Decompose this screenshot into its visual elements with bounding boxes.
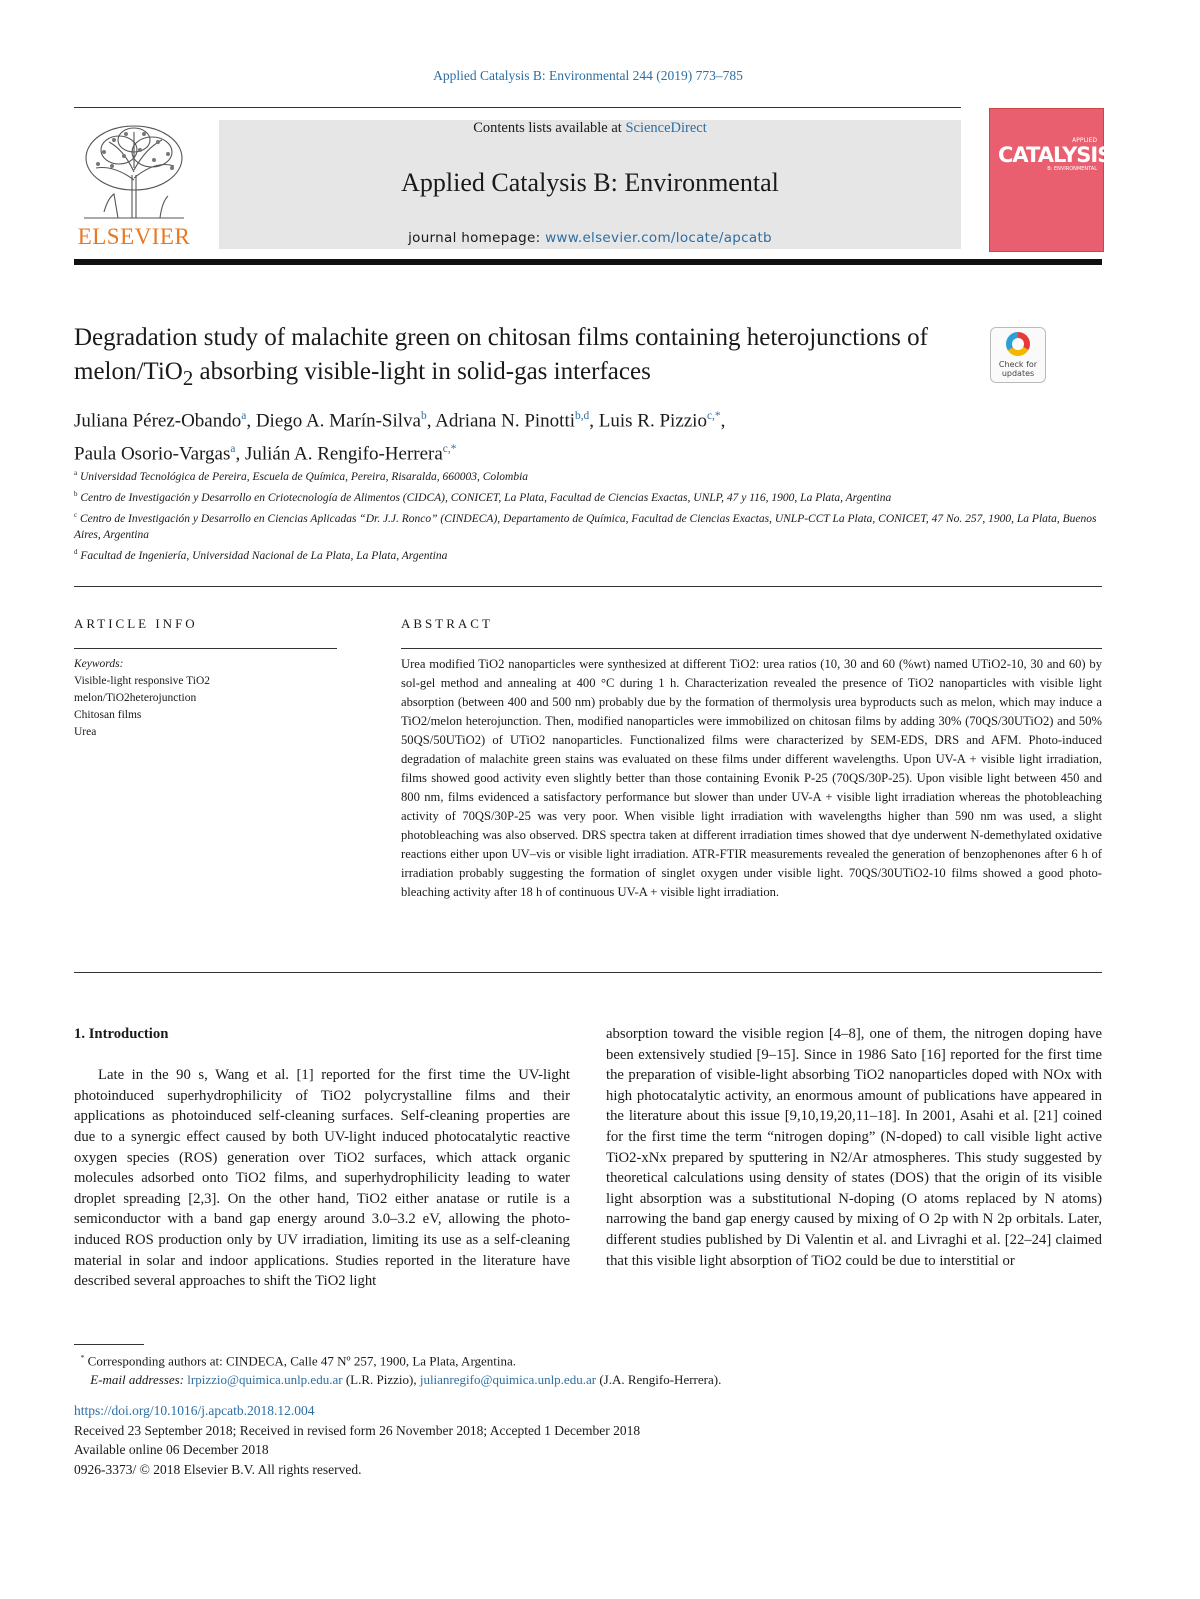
abstract-rule bbox=[401, 648, 1102, 649]
keyword: Urea bbox=[74, 726, 97, 738]
author-separator: , bbox=[246, 410, 256, 432]
affiliation: $^b$ Centro de Investigación y Desarrollo en Criotecnología de Alimentos (CIDCA), CONICET, La Plata, Facultad de Ciencias Exactas, UNLP, 47 y 116, 1900, La Plata, Argentina bbox=[74, 490, 892, 504]
email-note: E-mail addresses: lrpizzio@quimica.unlp.edu.ar (L.R. Pizzio), julianregifo@quimica.unlp.edu.ar (J.A. Rengifo-Herrera). bbox=[90, 1371, 722, 1387]
section-rule bbox=[74, 586, 1102, 587]
author-affiliation-sup[interactable]: a bbox=[230, 443, 236, 456]
author-affiliation-sup[interactable]: b bbox=[421, 410, 427, 422]
doi-link[interactable]: https://doi.org/10.1016/j.apcatb.2018.12.004 bbox=[74, 1403, 315, 1418]
author-separator: , bbox=[426, 410, 436, 432]
author[interactable]: Adriana N. Pinotti bbox=[435, 410, 576, 432]
body-paragraph: Late in the 90 s, Wang et al. [1] reported for the first time the UV-light photoinduced superhydrophilicity of TiO2 polycrystalline films and their applications as photoinduced self-cleaning surfaces. Self-cleaning properties are due to a synergic effect caused by both UV-light induced photocatalytic reactive oxygen species (ROS) generation over TiO2 surfaces, which attack organic molecules adsorbed onto TiO2 films, and superhydrophilicity leading to water droplet spreading [2,3]. On the other hand, TiO2 either anatase or rutile is a semiconductor with a band gap energy around 3.0–3.2 eV, allowing the photo-induced ROS production only by UV irradiation, limiting its use as a self-cleaning material in solar and indoor applications. Studies reported in the literature have described several approaches to shift the TiO2 light bbox=[74, 1067, 570, 1290]
body-column-right bbox=[606, 1024, 1102, 1271]
article-info-heading: ARTICLE INFO bbox=[74, 616, 198, 631]
cover-line-3: B: ENVIRONMENTAL bbox=[1047, 166, 1097, 172]
contents-line bbox=[219, 120, 961, 137]
author[interactable]: Diego A. Marín-Silva bbox=[255, 410, 421, 432]
title-part-2: absorbing visible-light in solid-gas interfaces bbox=[193, 358, 651, 385]
cover-line-1: APPLIED bbox=[1072, 137, 1097, 144]
abstract-end-rule bbox=[74, 972, 1102, 973]
author[interactable]: Juliana Pérez-Obando bbox=[74, 410, 242, 432]
title-subscript: 2 bbox=[182, 366, 194, 390]
author-separator: , bbox=[720, 410, 726, 432]
affiliation: $^d$ Facultad de Ingeniería, Universidad Nacional de La Plata, La Plata, Argentina bbox=[74, 549, 448, 563]
received-dates: Received 23 September 2018; Received in revised form 26 November 2018; Accepted 1 December 2018 bbox=[74, 1422, 641, 1438]
article-title bbox=[74, 321, 984, 395]
homepage-line bbox=[219, 230, 961, 246]
author-affiliation-sup[interactable]: b,d bbox=[575, 410, 590, 422]
cover-line-2: CATALYSIS bbox=[998, 143, 1112, 167]
cover-title bbox=[998, 137, 1112, 172]
author-affiliation-sup[interactable]: c,* bbox=[706, 410, 721, 422]
article-info-rule bbox=[74, 648, 337, 649]
copyright: 0926-3373/ © 2018 Elsevier B.V. All rights reserved. bbox=[74, 1461, 362, 1477]
keywords-label: Keywords: bbox=[74, 658, 124, 670]
journal-banner bbox=[219, 120, 961, 249]
keyword: Visible-light responsive TiO2 bbox=[74, 675, 211, 687]
elsevier-tree-icon bbox=[74, 120, 194, 220]
journal-citation[interactable]: Applied Catalysis B: Environmental 244 (2019) 773–785 bbox=[433, 68, 743, 83]
footnote-rule bbox=[74, 1344, 144, 1345]
abstract-heading: ABSTRACT bbox=[401, 616, 493, 631]
elsevier-wordmark: ELSEVIER bbox=[77, 224, 191, 249]
email-link[interactable]: lrpizzio@quimica.unlp.edu.ar bbox=[187, 1371, 343, 1387]
author-affiliation-sup[interactable]: a bbox=[241, 410, 247, 422]
homepage-link[interactable]: www.elsevier.com/locate/apcatb bbox=[545, 230, 772, 246]
contents-prefix: Contents lists available at bbox=[473, 120, 626, 136]
author[interactable]: Julián A. Rengifo-Herrera bbox=[244, 443, 443, 465]
journal-title: Applied Catalysis B: Environmental bbox=[401, 168, 779, 197]
keywords-block bbox=[74, 656, 337, 741]
author[interactable]: Luis R. Pizzio bbox=[598, 410, 707, 432]
affiliations bbox=[74, 465, 1102, 565]
footnotes bbox=[74, 1349, 1102, 1389]
email-link[interactable]: julianregifo@quimica.unlp.edu.ar bbox=[419, 1371, 597, 1387]
affiliation: $^a$ Universidad Tecnológica de Pereira, Escuela de Química, Pereira, Risaralda, 660003, Colombia bbox=[74, 470, 529, 483]
check-for-updates-label: Check for updates bbox=[998, 360, 1038, 378]
keyword: melon/TiO2heterojunction bbox=[74, 692, 197, 704]
author-separator: , bbox=[589, 410, 599, 432]
abstract-text: Urea modified TiO2 nanoparticles were synthesized at different TiO2: urea ratios (10, 30 and 60 (%wt) named UTiO2-10, 30 and 60) by sol-gel method and annealing at 400 °C during 1 h. Characterization revealed the presence of TiO2 nanoparticles with visible light absorption (between 400 and 500 nm) probably due by the formation of thermolysis urea byproducts such as melon, which may induce a TiO2/melon heterojunction. Then, modified nanoparticles were immobilized on chitosan films by adding 30% (70QS/30UTiO2) and 50% 50QS/50UTiO2) of UTiO2 nanoparticles. Functionalized films were characterized by SEM-EDS, DRS and AFM. Photo-induced degradation of malachite green stains was evaluated on these films under different wavelengths. Upon UV-A + visible light irradiation, films showed good activity even slightly better than those containing Evonik P-25 (70QS/30P-25). Upon visible light between 450 and 800 nm, films evidenced a satisfactory performance but slower than under UV-A + visible light irradiation whereas the photobleaching activity of 70QS/30P-25 was very poor. When visible light irradiation with wavelengths higher than 590 nm was used, a slight photobleaching was also observed. DRS spectra taken at different irradiation times showed that dye underwent N-demethylated oxidative reactions either upon UV–vis or visible light irradiation. ATR-FTIR measurements revealed the generation of benzophenones after 6 h of irradiation probably suggesting the formation of singlet oxygen under visible light. 70QS/30UTiO2-10 films showed a good photo-bleaching activity after 18 h of continuous UV-A + visible light irradiation. bbox=[401, 657, 1102, 899]
header-rule bbox=[74, 107, 961, 108]
homepage-prefix: journal homepage: bbox=[408, 230, 546, 246]
author-affiliation-sup[interactable]: c,* bbox=[442, 443, 457, 456]
journal-cover[interactable] bbox=[989, 108, 1112, 252]
author-list bbox=[74, 402, 1074, 469]
author[interactable]: Paula Osorio-Vargas bbox=[74, 443, 231, 465]
body-column-left bbox=[74, 1024, 570, 1292]
title-part-1: Degradation study of malachite green on chitosan films containing heterojunctions of melon/TiO bbox=[74, 324, 928, 385]
publication-info bbox=[74, 1401, 1102, 1479]
online-date: Available online 06 December 2018 bbox=[74, 1442, 269, 1457]
corresponding-author-note: * Corresponding authors at: CINDECA, Calle 47 Nº 257, 1900, La Plata, Argentina. bbox=[80, 1353, 517, 1369]
elsevier-logo[interactable] bbox=[74, 120, 194, 250]
keyword: Chitosan films bbox=[74, 709, 142, 721]
check-for-updates-button[interactable] bbox=[990, 327, 1046, 383]
body-paragraph: absorption toward the visible region [4–8], one of them, the nitrogen doping have been extensively studied [9–15]. Since in 1986 Sato [16] reported for the first time the preparation of visible-light absorbing TiO2 nanoparticles doped with NOx with high photocatalytic activity, an enormous amount of publications have appeared in the literature about this issue [9,10,19,20,11–18]. In 2001, Asahi et al. [21] coined for the first time the term “nitrogen doping” (N-doped) to call visible light active TiO2-xNx prepared by sputtering in N2/Ar atmospheres. This study suggested by theoretical calculations using density of states (DOS) that the origin of its visible light absorption was a substitutional N-doping (O atoms replaced by N atoms) narrowing the band gap energy caused by mixing of O 2p with N 2p orbitals. Later, different studies published by Di Valentin et al. and Livraghi et al. [22–24] claimed that this visible light absorption of TiO2 could be due to interstitial or bbox=[606, 1026, 1102, 1269]
header-thick-rule bbox=[74, 259, 1102, 265]
sciencedirect-link[interactable]: ScienceDirect bbox=[625, 120, 707, 136]
author-separator: , bbox=[235, 443, 245, 465]
affiliation: $^c$ Centro de Investigación y Desarrollo en Ciencias Aplicadas “Dr. J.J. Ronco” (CINDECA), Departamento de Química, Facultad de Ciencias Exactas, UNLP-CCT La Plata, CONICET, 47 No. 257, 1900, La Plata, Buenos Aires, Argentina bbox=[74, 511, 1097, 542]
section-heading-introduction: 1. Introduction bbox=[74, 1026, 169, 1042]
crossmark-icon-center bbox=[1012, 338, 1024, 350]
